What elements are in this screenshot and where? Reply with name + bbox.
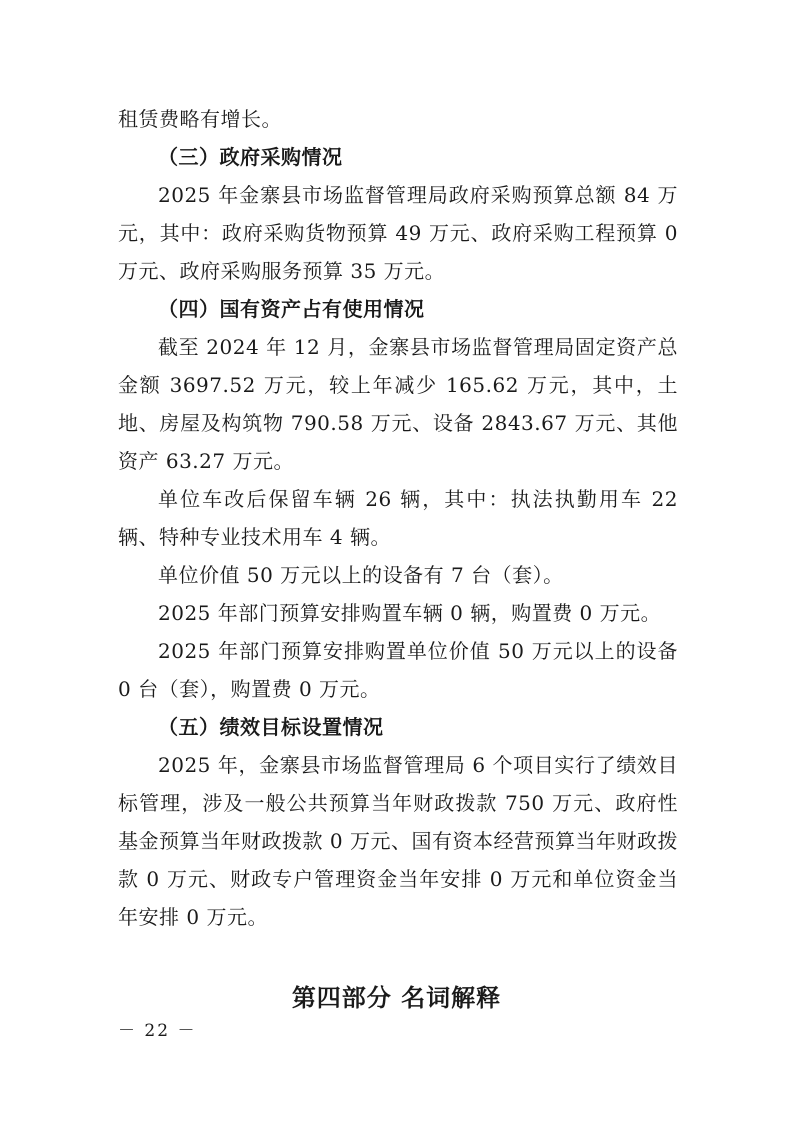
section-heading-procurement: （三）政府采购情况 [158,145,343,169]
page-number: － 22 － [118,1021,197,1041]
paragraph-equipment: 单位价值 50 万元以上的设备有 7 台（套）。 [158,563,564,587]
section-heading-assets: （四）国有资产占有使用情况 [158,297,425,321]
paragraph-performance: 2025 年，金寨县市场监督管理局 6 个项目实行了绩效目标管理，涉及一般公共预算当年财政拨款 750 万元、政府性基金预算当年财政拨款 0 万元、国有资本经营预算当年财政拨款 0 万元、财政专户管理资金当年安排 0 万元和单位资金当年安排 0 万元。 [118,753,678,929]
section-heading-performance: （五）绩效目标设置情况 [158,715,384,739]
part-title: 第四部分 名词解释 [291,984,502,1012]
paragraph-vehicles: 单位车改后保留车辆 26 辆，其中：执法执勤用车 22 辆、特种专业技术用车 4 辆。 [118,487,678,549]
paragraph-fixed-assets: 截至 2024 年 12 月，金寨县市场监督管理局固定资产总金额 3697.52 万元，较上年减少 165.62 万元，其中，土地、房屋及构筑物 790.58 万元、设备 2843.67 万元、其他资产 63.27 万元。 [118,335,678,473]
paragraph-vehicle-purchase: 2025 年部门预算安排购置车辆 0 辆，购置费 0 万元。 [158,601,662,625]
paragraph-procurement: 2025 年金寨县市场监督管理局政府采购预算总额 84 万元，其中：政府采购货物预算 49 万元、政府采购工程预算 0 万元、政府采购服务预算 35 万元。 [118,183,678,283]
paragraph-rental-fee: 租赁费略有增长。 [118,107,282,131]
paragraph-equipment-purchase: 2025 年部门预算安排购置单位价值 50 万元以上的设备 0 台（套），购置费 0 万元。 [118,639,678,701]
